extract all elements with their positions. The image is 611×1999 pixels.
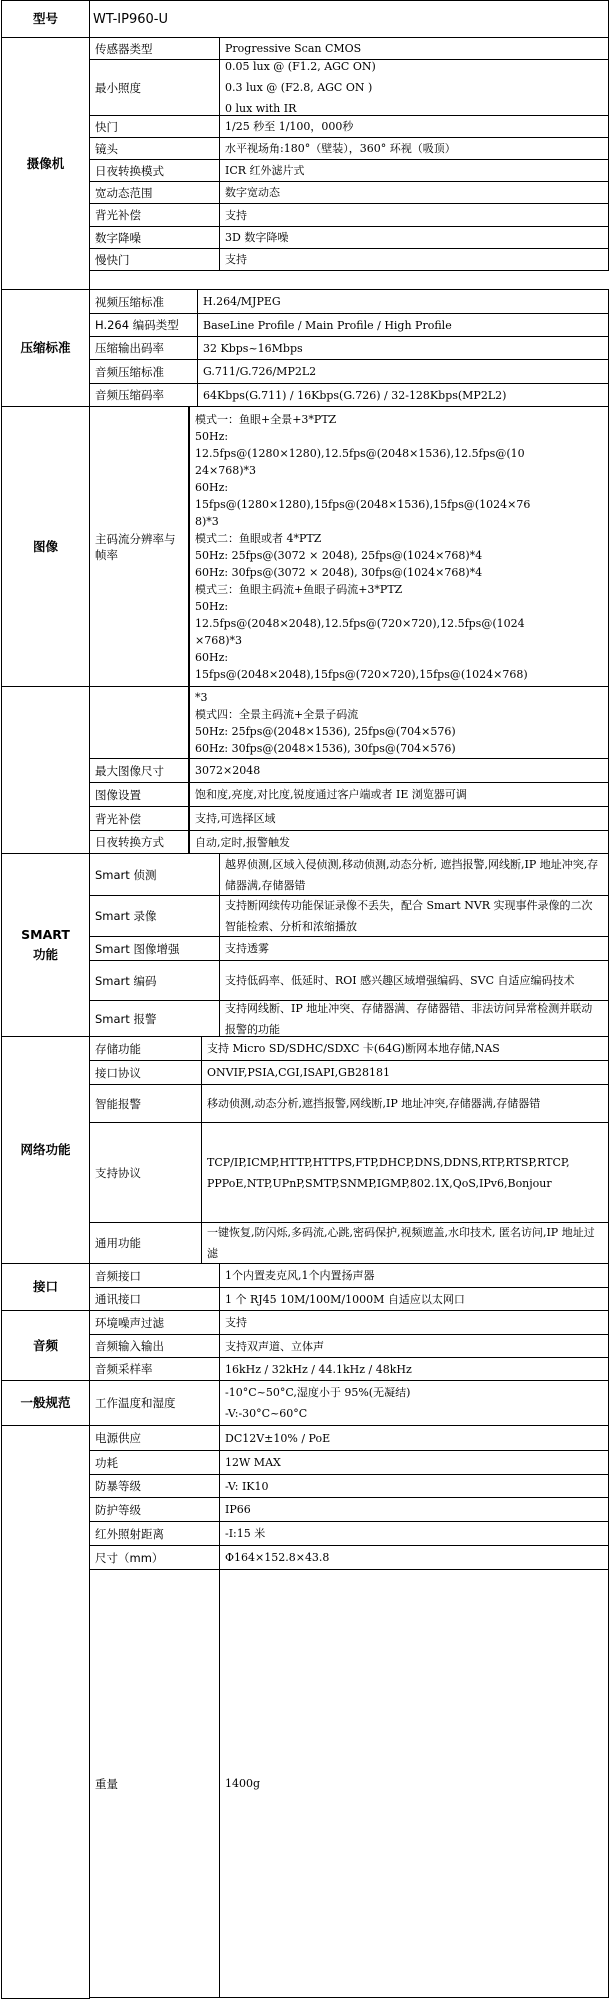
value-line: PPPoE,NTP,UPnP,SMTP,SNMP,IGMP,802.1X,QoS,IPv6,Bonjour [207, 1176, 552, 1190]
misc-row-label: 电源供应 [89, 1425, 220, 1451]
camera-row-value [219, 203, 609, 227]
value-line: 支持 [225, 208, 247, 222]
misc-row-value [219, 1450, 609, 1475]
camera-row-label: 日夜转换模式 [89, 159, 220, 182]
image-continued-label [89, 686, 189, 759]
camera-row-value [219, 248, 609, 271]
image-category: 图像 [1, 406, 90, 687]
camera-row-value [219, 181, 609, 204]
interface-category: 接口 [1, 1263, 90, 1311]
interface-row-label: 音频接口 [89, 1263, 220, 1288]
network-row-label: 智能报警 [89, 1084, 202, 1123]
network-row-label: 通用功能 [89, 1222, 202, 1264]
audio-row-label: 环境噪声过滤 [89, 1310, 220, 1335]
smart-row-label: Smart 报警 [89, 1000, 220, 1037]
smart-row-value [219, 936, 609, 961]
value-line: 15fps@(2048×2048),15fps@(720×720),15fps@(1024×768) [195, 667, 528, 681]
value-line: 越界侦测,区域入侵侦测,移动侦测,动态分析, 遮挡报警,网线断,IP 地址冲突,存储器满,存储器错 [225, 857, 599, 892]
value-line: 8)*3 [195, 514, 219, 528]
value-line: 模式一：鱼眼+全景+3*PTZ [195, 412, 337, 426]
value-line: -10°C~50°C,湿度小于 95%(无凝结) [225, 1386, 411, 1399]
network-row-value [201, 1222, 609, 1264]
camera-row-value [219, 115, 609, 138]
value-line: 50Hz: 25fps@(2048×1536), 25fps@(704×576) [195, 724, 456, 738]
value-line: 支持,可选择区域 [195, 812, 276, 825]
smart-row-value [219, 960, 609, 1001]
smart-row-label: Smart 侦测 [89, 853, 220, 896]
compression-row-value [197, 383, 609, 407]
value-line: 1400g [225, 1777, 261, 1790]
network-row-label: 支持协议 [89, 1122, 202, 1223]
image-row-label: 背光补偿 [89, 806, 189, 831]
image-row-value [189, 758, 609, 783]
misc-row-label: 防护等级 [89, 1497, 220, 1522]
model-value: WT-IP960-U [89, 0, 609, 38]
value-line: TCP/IP,ICMP,HTTP,HTTPS,FTP,DHCP,DNS,DDNS,RTP,RTSP,RTCP, [207, 1155, 570, 1169]
camera-row-label: 背光补偿 [89, 203, 220, 227]
smart-row-value [219, 895, 609, 937]
value-line: 50Hz: [195, 599, 229, 613]
smart-row-value [219, 853, 609, 896]
camera-row-label: 数字降噪 [89, 226, 220, 249]
misc-row-label: 尺寸（mm） [89, 1545, 220, 1570]
misc-row-label: 红外照射距离 [89, 1521, 220, 1546]
compression-row-value [197, 313, 609, 337]
value-line: Φ164×152.8×43.8 [225, 1551, 330, 1564]
value-line: 60Hz: 30fps@(3072 × 2048), 30fps@(1024×768)*4 [195, 565, 483, 579]
image-row-label: 图像设置 [89, 782, 189, 807]
interface-row-value [219, 1263, 609, 1288]
value-line: 支持透雾 [225, 942, 269, 955]
compression-row-value [197, 359, 609, 384]
value-line: ICR 红外滤片式 [225, 164, 305, 177]
misc-row-value [219, 1425, 609, 1451]
value-line: 50Hz: [195, 429, 229, 443]
model-label: 型号 [1, 0, 90, 38]
image-row-value [189, 782, 609, 807]
network-row-value [201, 1084, 609, 1123]
camera-category: 摄像机 [1, 37, 90, 290]
compression-row-label: H.264 编码类型 [89, 313, 198, 337]
value-line: 12W MAX [225, 1456, 281, 1469]
value-line: 饱和度,亮度,对比度,锐度通过客户端或者 IE 浏览器可调 [195, 788, 467, 801]
value-line: 60Hz: [195, 650, 229, 664]
misc-row-value [219, 1545, 609, 1570]
value-line: 模式三：鱼眼主码流+鱼眼子码流+3*PTZ [195, 582, 403, 596]
value-line: 1/25 秒至 1/100，000秒 [225, 120, 354, 133]
image-continued-value [189, 686, 609, 759]
value-line: 0.05 lux @ (F1.2, AGC ON) [225, 60, 376, 73]
value-line: 自动,定时,报警触发 [195, 835, 290, 849]
compression-row-label: 音频压缩码率 [89, 383, 198, 407]
value-line: 一键恢复,防闪烁,多码流,心跳,密码保护,视频遮盖,水印技术, 匿名访问,IP 地址过滤 [207, 1226, 595, 1260]
value-line: -I:15 米 [225, 1527, 266, 1540]
value-line: 3D 数字降噪 [225, 231, 289, 244]
camera-row-value [219, 59, 609, 116]
image-stream-label: 主码流分辨率与帧率 [89, 406, 189, 687]
misc-row-value [219, 1521, 609, 1546]
general-category: 一般规范 [1, 1380, 90, 1426]
smart-row-label: Smart 图像增强 [89, 936, 220, 961]
value-line: 支持低码率、低延时、ROI 感兴趣区域增强编码、SVC 自适应编码技术 [225, 974, 575, 987]
network-row-value [201, 1036, 609, 1061]
audio-category: 音频 [1, 1310, 90, 1381]
camera-row-value [219, 137, 609, 160]
value-line: 1个内置麦克风,1个内置扬声器 [225, 1269, 375, 1282]
misc-row-value [219, 1497, 609, 1522]
audio-row-label: 音频采样率 [89, 1357, 220, 1381]
camera-row-label: 最小照度 [89, 59, 220, 116]
smart-row-label: Smart 编码 [89, 960, 220, 1001]
compression-row-value [197, 289, 609, 314]
value-line: ONVIF,PSIA,CGI,ISAPI,GB28181 [207, 1066, 391, 1079]
value-line: -V: IK10 [225, 1479, 269, 1493]
value-line: 支持断网续传功能保证录像不丢失，配合 Smart NVR 实现事件录像的二次智能检索、分析和浓缩播放 [225, 899, 593, 933]
compression-row-value [197, 336, 609, 360]
value-line: 32 Kbps~16Mbps [203, 341, 303, 355]
camera-row-label: 宽动态范围 [89, 181, 220, 204]
value-line: G.711/G.726/MP2L2 [203, 365, 317, 378]
misc-row-label: 防暴等级 [89, 1474, 220, 1498]
compression-row-label: 压缩输出码率 [89, 336, 198, 360]
value-line: 60Hz: 30fps@(2048×1536), 30fps@(704×576) [195, 741, 456, 755]
value-line: 0 lux with IR [225, 102, 297, 115]
value-line: 水平视场角:180°（壁装），360° 环视（吸顶） [225, 142, 456, 155]
value-line: 数字宽动态 [225, 186, 280, 199]
image-category-cont [1, 686, 90, 854]
misc-row-value [219, 1569, 609, 1998]
camera-row-value [219, 37, 609, 60]
value-line: 支持 Micro SD/SDHC/SDXC 卡(64G)断网本地存储,NAS [207, 1042, 500, 1055]
value-line: 12.5fps@(1280×1280),12.5fps@(2048×1536),12.5fps@(10 [195, 446, 525, 460]
general-row-label: 工作温度和湿度 [89, 1380, 220, 1426]
value-line: 支持 [225, 1316, 247, 1329]
value-line: 模式二：鱼眼或者 4*PTZ [195, 531, 322, 545]
value-line: H.264/MJPEG [203, 295, 281, 308]
value-line: 16kHz / 32kHz / 44.1kHz / 48kHz [225, 1362, 412, 1376]
audio-row-value [219, 1357, 609, 1381]
value-line: 支持网线断、IP 地址冲突、存储器满、存储器错、非法访问异常检测并联动报警的功能 [225, 1001, 593, 1036]
audio-row-value [219, 1310, 609, 1335]
misc-row-label: 功耗 [89, 1450, 220, 1475]
value-line: *3 [195, 690, 208, 704]
general-row-value [219, 1380, 609, 1426]
value-line: 24×768)*3 [195, 463, 256, 477]
value-line: 移动侦测,动态分析,遮挡报警,网线断,IP 地址冲突,存储器满,存储器错 [207, 1097, 541, 1110]
value-line: 模式四：全景主码流+全景子码流 [195, 707, 359, 721]
network-row-label: 存储功能 [89, 1036, 202, 1061]
value-line: BaseLine Profile / Main Profile / High Profile [203, 318, 452, 332]
camera-row-value [219, 226, 609, 249]
interface-row-value [219, 1287, 609, 1311]
value-line: ×768)*3 [195, 633, 243, 647]
smart-row-label: Smart 录像 [89, 895, 220, 937]
image-stream-value [189, 406, 609, 687]
camera-row-label: 慢快门 [89, 248, 220, 271]
compression-row-label: 音频压缩标准 [89, 359, 198, 384]
value-line: -V:-30°C~60°C [225, 1407, 308, 1420]
value-line: 64Kbps(G.711) / 16Kbps(G.726) / 32-128Kbps(MP2L2) [203, 388, 507, 402]
value-line: IP66 [225, 1503, 251, 1516]
camera-row-label: 镜头 [89, 137, 220, 160]
misc-row-value [219, 1474, 609, 1498]
camera-row-label: 快门 [89, 115, 220, 138]
value-line: Progressive Scan CMOS [225, 42, 362, 55]
value-line: 支持 [225, 253, 247, 266]
image-row-label: 最大图像尺寸 [89, 758, 189, 783]
value-line: 支持双声道、立体声 [225, 1339, 324, 1353]
value-line: 1 个 RJ45 10M/100M/1000M 自适应以太网口 [225, 1292, 465, 1306]
smart-category: SMART 功能 [1, 853, 90, 1037]
value-line: 15fps@(1280×1280),15fps@(2048×1536),15fps@(1024×76 [195, 497, 531, 511]
camera-row-value [219, 159, 609, 182]
smart-row-value [219, 1000, 609, 1037]
compression-category: 压缩标准 [1, 289, 90, 407]
network-category: 网络功能 [1, 1036, 90, 1264]
image-row-label: 日夜转换方式 [89, 830, 189, 854]
network-row-value [201, 1060, 609, 1085]
camera-row-label: 传感器类型 [89, 37, 220, 60]
misc-category-empty [1, 1425, 90, 1999]
value-line: 12.5fps@(2048×2048),12.5fps@(720×720),12.5fps@(1024 [195, 616, 525, 630]
misc-row-label: 重量 [89, 1569, 220, 1998]
audio-row-label: 音频输入输出 [89, 1334, 220, 1358]
value-line: DC12V±10% / PoE [225, 1431, 331, 1445]
compression-row-label: 视频压缩标准 [89, 289, 198, 314]
network-row-value [201, 1122, 609, 1223]
value-line: 50Hz: 25fps@(3072 × 2048), 25fps@(1024×768)*4 [195, 548, 483, 562]
image-row-value [189, 830, 609, 854]
interface-row-label: 通讯接口 [89, 1287, 220, 1311]
network-row-label: 接口协议 [89, 1060, 202, 1085]
image-row-value [189, 806, 609, 831]
value-line: 0.3 lux @ (F2.8, AGC ON ) [225, 81, 373, 94]
audio-row-value [219, 1334, 609, 1358]
value-line: 3072×2048 [195, 764, 261, 777]
spec-sheet [1, 0, 609, 1999]
value-line: 60Hz: [195, 480, 229, 494]
